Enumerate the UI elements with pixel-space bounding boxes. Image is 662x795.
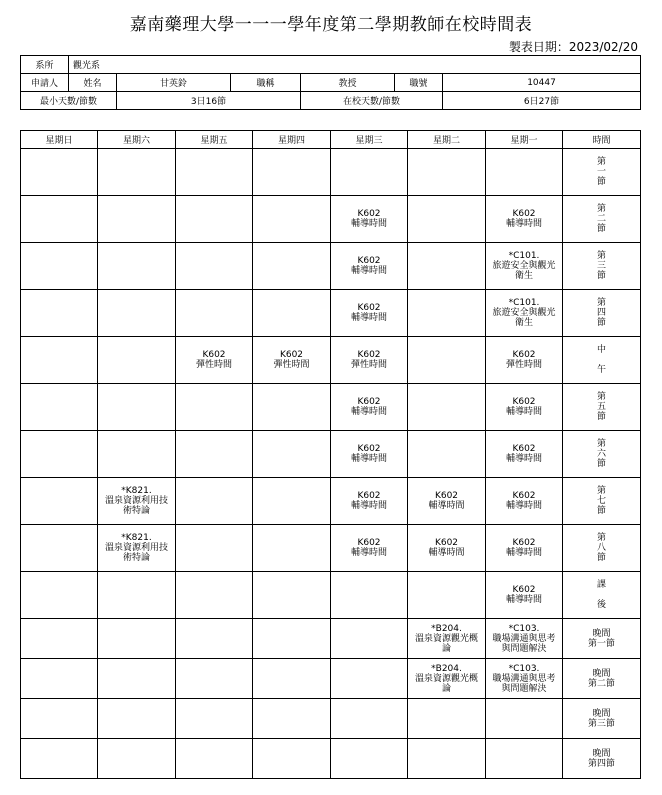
period-label <box>563 431 641 478</box>
course-name: 輔導時間 <box>350 219 387 229</box>
period-label-line: 晚間 <box>592 668 611 679</box>
schedule-cell <box>408 243 486 290</box>
schedule-cell <box>408 525 486 572</box>
course-name: 彈性時間 <box>195 360 232 370</box>
applicant-label: 申請人 <box>21 74 69 92</box>
schedule-cell <box>331 699 408 739</box>
quota-row <box>21 92 641 110</box>
period-label-line: 後 <box>596 600 606 610</box>
course-name: 溫泉資源利用技術特論 <box>104 543 168 563</box>
schedule-cell <box>98 196 176 243</box>
period-label-line: 第 <box>596 392 606 402</box>
schedule-cell <box>98 149 176 196</box>
period-label-line: 四 <box>596 308 606 318</box>
day-header: 星期三 <box>331 131 408 149</box>
schedule-cell <box>486 525 563 572</box>
schedule-cell <box>253 149 331 196</box>
applicant-row <box>21 74 641 92</box>
course-name: 輔導時間 <box>505 548 542 558</box>
schedule-cell <box>21 243 98 290</box>
day-header: 星期一 <box>486 131 563 149</box>
period-label-line: 第 <box>596 486 606 496</box>
course-name: 輔導時間 <box>350 407 387 417</box>
schedule-cell <box>176 337 253 384</box>
course-name: 輔導時間 <box>505 454 542 464</box>
schedule-cell <box>253 659 331 699</box>
schedule-cell <box>21 478 98 525</box>
period-label <box>563 478 641 525</box>
teacher-info-table <box>20 55 641 110</box>
schedule-cell <box>98 384 176 431</box>
course-code: K602 <box>512 209 536 219</box>
period-label-line: 節 <box>596 271 606 281</box>
schedule-cell <box>176 290 253 337</box>
period-label <box>563 384 641 431</box>
course-code: K602 <box>512 444 536 454</box>
period-label <box>563 699 641 739</box>
schedule-row <box>21 243 641 290</box>
course-code: K602 <box>357 256 381 266</box>
schedule-cell <box>176 659 253 699</box>
period-label-line: 午 <box>596 365 606 375</box>
schedule-cell <box>21 149 98 196</box>
course-code: *B204. <box>431 663 462 674</box>
id-label: 職號 <box>395 74 443 92</box>
period-label-line: 第三節 <box>587 718 615 729</box>
rank-label: 職稱 <box>231 74 301 92</box>
schedule-cell <box>331 659 408 699</box>
course-code: K602 <box>512 491 536 501</box>
dept-value: 觀光系 <box>69 56 641 74</box>
schedule-cell <box>176 431 253 478</box>
schedule-row <box>21 699 641 739</box>
schedule-row <box>21 525 641 572</box>
schedule-cell <box>486 431 563 478</box>
time-header: 時間 <box>563 131 641 149</box>
course-name: 輔導時間 <box>350 501 387 511</box>
period-label <box>563 739 641 779</box>
schedule-cell <box>486 619 563 659</box>
schedule-cell <box>408 337 486 384</box>
schedule-row <box>21 659 641 699</box>
course-code: *C101. <box>508 298 540 308</box>
min-value: 3日16節 <box>117 92 301 110</box>
period-label-line: 第一節 <box>587 638 615 649</box>
schedule-cell <box>486 739 563 779</box>
schedule-row <box>21 572 641 619</box>
dept-row <box>21 56 641 74</box>
page-title: 嘉南藥理大學一一一學年度第二學期教師在校時間表 <box>129 15 533 35</box>
period-label-line: 晚間 <box>592 748 611 759</box>
schedule-cell <box>98 431 176 478</box>
period-label-line: 六 <box>596 449 606 459</box>
schedule-cell <box>98 572 176 619</box>
period-label-line: 一 <box>596 167 606 177</box>
period-label <box>563 243 641 290</box>
schedule-cell <box>331 149 408 196</box>
schedule-cell <box>486 384 563 431</box>
schedule-cell <box>253 699 331 739</box>
schedule-cell <box>176 478 253 525</box>
name-value: 甘英鈴 <box>117 74 231 92</box>
course-name: 彈性時間 <box>273 360 310 370</box>
schedule-cell <box>486 572 563 619</box>
rank-value: 教授 <box>301 74 395 92</box>
schedule-cell <box>253 384 331 431</box>
schedule-row <box>21 290 641 337</box>
course-code: K602 <box>512 585 536 595</box>
period-label-line: 第 <box>596 251 606 261</box>
period-label <box>563 290 641 337</box>
schedule-cell <box>98 739 176 779</box>
period-label-line: 五 <box>596 402 606 412</box>
period-label <box>563 659 641 699</box>
schedule-cell <box>331 619 408 659</box>
schedule-cell <box>408 290 486 337</box>
schedule-row <box>21 619 641 659</box>
period-label-line: 第 <box>596 298 606 308</box>
period-label-line: 七 <box>596 496 606 506</box>
period-label-line: 二 <box>596 214 606 224</box>
course-name: 輔導時間 <box>350 313 387 323</box>
period-label <box>563 337 641 384</box>
schedule-cell <box>98 337 176 384</box>
schedule-cell <box>408 149 486 196</box>
schedule-cell <box>408 572 486 619</box>
schedule-cell <box>253 478 331 525</box>
period-label-line <box>563 355 640 365</box>
schedule-cell <box>331 431 408 478</box>
course-code: *K821. <box>121 486 152 496</box>
course-name: 輔導時間 <box>350 454 387 464</box>
schedule-cell <box>331 290 408 337</box>
course-name: 輔導時間 <box>350 266 387 276</box>
actual-label: 在校天數/節數 <box>301 92 443 110</box>
schedule-cell <box>486 337 563 384</box>
period-label-line: 第二節 <box>587 678 615 689</box>
period-label-line: 晚間 <box>592 628 611 639</box>
schedule-cell <box>331 243 408 290</box>
schedule-cell <box>253 337 331 384</box>
schedule-cell <box>98 699 176 739</box>
schedule-cell <box>21 659 98 699</box>
schedule-cell <box>176 619 253 659</box>
day-header-row <box>21 131 641 149</box>
schedule-cell <box>408 739 486 779</box>
course-code: K602 <box>434 538 459 548</box>
period-label-line: 晚間 <box>592 708 611 719</box>
schedule-cell <box>331 478 408 525</box>
schedule-cell <box>98 525 176 572</box>
course-code: K602 <box>512 538 536 548</box>
period-label-line: 節 <box>596 224 606 234</box>
period-label-line: 三 <box>596 261 606 271</box>
period-label-line: 節 <box>596 177 606 187</box>
period-label <box>563 525 641 572</box>
course-name: 彈性時間 <box>505 360 542 370</box>
course-name: 職場溝通與思考與問題解決 <box>492 633 556 654</box>
period-label-line: 第四節 <box>587 758 615 769</box>
course-name: 輔導時間 <box>428 501 465 511</box>
course-code: *C103. <box>508 663 540 674</box>
schedule-cell <box>21 699 98 739</box>
schedule-cell <box>253 739 331 779</box>
course-name: 溫泉資源利用技術特論 <box>104 496 168 516</box>
schedule-cell <box>21 290 98 337</box>
schedule-table <box>20 130 641 779</box>
schedule-cell <box>21 619 98 659</box>
course-name: 職場溝通與思考與問題解決 <box>492 673 556 694</box>
schedule-cell <box>98 290 176 337</box>
course-name: 彈性時間 <box>350 360 387 370</box>
schedule-cell <box>253 619 331 659</box>
course-code: K602 <box>512 397 536 407</box>
schedule-cell <box>98 478 176 525</box>
period-label-line: 第 <box>596 157 606 167</box>
course-name: 輔導時間 <box>428 548 465 558</box>
schedule-row <box>21 149 641 196</box>
course-code: K602 <box>357 397 381 407</box>
schedule-cell <box>253 525 331 572</box>
period-label <box>563 149 641 196</box>
course-name: 輔導時間 <box>505 501 542 511</box>
period-label-line: 節 <box>596 318 606 328</box>
schedule-cell <box>176 739 253 779</box>
min-label: 最小天數/節數 <box>21 92 117 110</box>
schedule-cell <box>331 572 408 619</box>
name-label: 姓名 <box>69 74 117 92</box>
schedule-cell <box>253 243 331 290</box>
schedule-cell <box>21 196 98 243</box>
schedule-cell <box>21 384 98 431</box>
schedule-cell <box>21 431 98 478</box>
schedule-cell <box>486 196 563 243</box>
schedule-cell <box>486 478 563 525</box>
schedule-cell <box>331 196 408 243</box>
schedule-cell <box>253 431 331 478</box>
course-name: 輔導時間 <box>505 595 542 605</box>
course-name: 溫泉資源觀光概論 <box>414 633 478 654</box>
course-name: 旅遊安全與觀光衛生 <box>492 308 556 328</box>
schedule-cell <box>21 572 98 619</box>
period-label <box>563 572 641 619</box>
print-date: 製表日期：2023/02/20 <box>508 40 638 54</box>
course-code: K602 <box>202 350 226 360</box>
course-name: 輔導時間 <box>350 548 387 558</box>
schedule-cell <box>408 478 486 525</box>
schedule-cell <box>253 196 331 243</box>
period-label-line: 第 <box>596 533 606 543</box>
period-label-line: 中 <box>596 345 606 355</box>
schedule-cell <box>176 196 253 243</box>
period-label-line: 節 <box>596 412 606 422</box>
period-label-line: 節 <box>596 459 606 469</box>
course-code: K602 <box>357 538 381 548</box>
schedule-cell <box>486 290 563 337</box>
period-label-line: 第 <box>596 204 606 214</box>
schedule-cell <box>486 659 563 699</box>
course-code: *C103. <box>508 623 540 634</box>
schedule-cell <box>98 659 176 699</box>
course-code: K602 <box>357 209 381 219</box>
course-code: *K821. <box>121 533 152 543</box>
schedule-cell <box>176 384 253 431</box>
schedule-cell <box>408 619 486 659</box>
schedule-cell <box>331 384 408 431</box>
course-code: K602 <box>357 444 381 454</box>
period-label <box>563 619 641 659</box>
schedule-cell <box>176 243 253 290</box>
schedule-cell <box>408 659 486 699</box>
schedule-row <box>21 739 641 779</box>
period-label-line: 八 <box>596 543 606 553</box>
course-code: K602 <box>434 491 459 501</box>
schedule-cell <box>176 572 253 619</box>
period-label-line: 第 <box>596 439 606 449</box>
day-header: 星期六 <box>98 131 176 149</box>
schedule-cell <box>408 699 486 739</box>
schedule-cell <box>21 739 98 779</box>
course-name: 輔導時間 <box>505 219 542 229</box>
course-name: 輔導時間 <box>505 407 542 417</box>
schedule-cell <box>408 384 486 431</box>
course-name: 溫泉資源觀光概論 <box>414 673 478 694</box>
schedule-row <box>21 384 641 431</box>
schedule-row <box>21 431 641 478</box>
course-code: K602 <box>357 350 381 360</box>
course-code: K602 <box>357 491 381 501</box>
schedule-row <box>21 337 641 384</box>
schedule-row <box>21 196 641 243</box>
day-header: 星期五 <box>176 131 253 149</box>
course-code: *B204. <box>431 623 462 634</box>
schedule-cell <box>21 337 98 384</box>
schedule-cell <box>331 739 408 779</box>
period-label <box>563 196 641 243</box>
schedule-cell <box>331 525 408 572</box>
period-label-line: 節 <box>596 506 606 516</box>
schedule-cell <box>176 525 253 572</box>
schedule-cell <box>408 196 486 243</box>
dept-label: 系所 <box>21 56 69 74</box>
schedule-cell <box>176 699 253 739</box>
course-code: K602 <box>357 303 381 313</box>
schedule-row <box>21 478 641 525</box>
schedule-cell <box>331 337 408 384</box>
day-header: 星期二 <box>408 131 486 149</box>
schedule-cell <box>176 149 253 196</box>
actual-value: 6日27節 <box>443 92 641 110</box>
course-code: K602 <box>512 350 536 360</box>
schedule-cell <box>21 525 98 572</box>
schedule-cell <box>98 619 176 659</box>
period-label-line: 節 <box>596 553 606 563</box>
course-code: K602 <box>279 350 304 360</box>
day-header: 星期四 <box>253 131 331 149</box>
period-label-line: 課 <box>596 580 606 590</box>
schedule-cell <box>486 149 563 196</box>
schedule-cell <box>253 572 331 619</box>
period-label-line <box>563 590 640 600</box>
course-code: *C101. <box>508 251 540 261</box>
schedule-cell <box>486 699 563 739</box>
id-value: 10447 <box>443 74 641 92</box>
schedule-cell <box>98 243 176 290</box>
schedule-cell <box>408 431 486 478</box>
schedule-cell <box>486 243 563 290</box>
course-name: 旅遊安全與觀光衛生 <box>492 261 556 281</box>
day-header: 星期日 <box>21 131 98 149</box>
schedule-cell <box>253 290 331 337</box>
